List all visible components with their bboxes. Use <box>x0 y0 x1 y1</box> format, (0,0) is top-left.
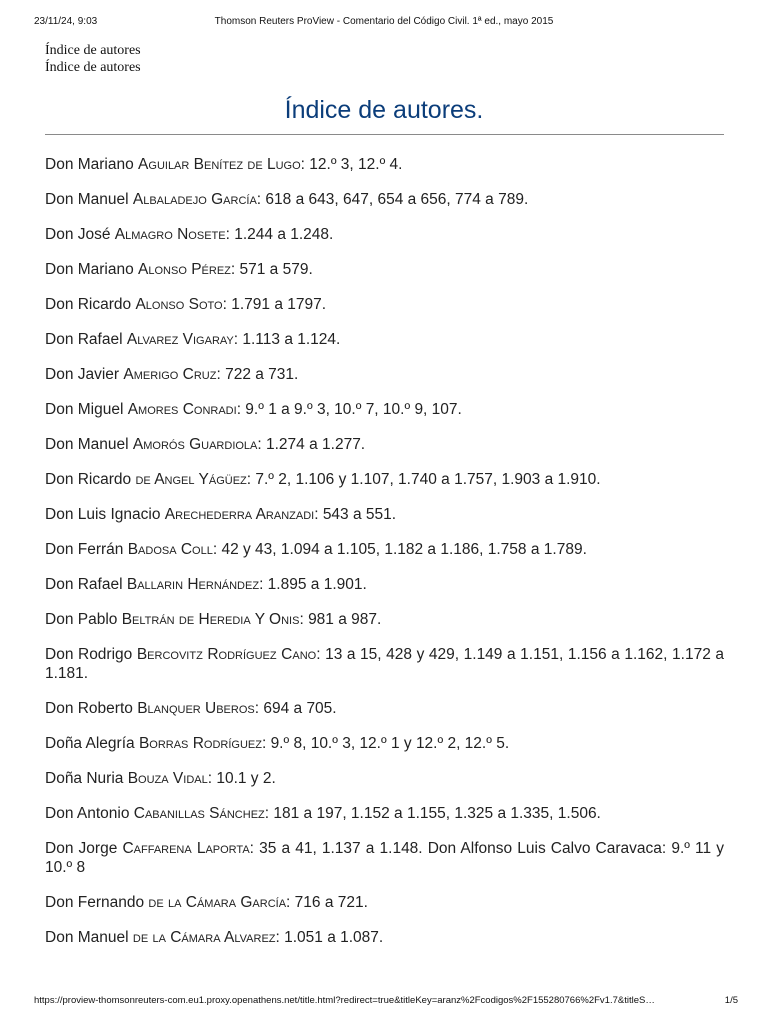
breadcrumb-item[interactable]: Índice de autores <box>45 60 141 75</box>
author-references: : 1.113 a 1.124. <box>233 331 341 348</box>
breadcrumb <box>45 42 141 76</box>
author-first-name: Don Manuel <box>45 929 133 946</box>
author-surname: Bercovitz Rodríguez Cano <box>136 646 317 663</box>
author-references: : 571 a 579. <box>230 261 313 278</box>
page-url: https://proview-thomsonreuters-com.eu1.proxy.openathens.net/title.html?redirect=true&titleKey=aranz%2Fcodigos%2F155280766%2Fv1.7&titleS… <box>34 995 655 1006</box>
breadcrumb-item[interactable]: Índice de autores <box>45 43 141 58</box>
author-entry <box>45 260 724 279</box>
author-references: : 1.051 a 1.087. <box>275 929 384 946</box>
author-first-name: Don Rodrigo <box>45 646 137 663</box>
print-footer <box>34 995 738 1006</box>
author-entry <box>45 435 724 454</box>
author-references: : 716 a 721. <box>286 894 368 911</box>
author-first-name: Don Miguel <box>45 401 128 418</box>
author-first-name: Don Mariano <box>45 156 139 173</box>
author-surname: Alonso Pérez <box>138 261 231 278</box>
author-surname: Almagro Nosete <box>114 226 226 243</box>
author-first-name: Doña Alegría <box>45 735 139 752</box>
author-entry <box>45 330 724 349</box>
author-references: : 543 a 551. <box>314 506 397 523</box>
page-number: 1/5 <box>724 995 738 1006</box>
author-references: : 1.791 a 1797. <box>222 296 327 313</box>
author-first-name: Don Fernando <box>45 894 149 911</box>
author-surname: Amorós Guardiola <box>132 436 258 453</box>
author-surname: de la Cámara Alvarez <box>132 929 276 946</box>
author-first-name: Don Luis Ignacio <box>45 506 165 523</box>
author-references: : 1.274 a 1.277. <box>257 436 366 453</box>
page-title: Índice de autores. <box>284 96 484 124</box>
author-first-name: Don Jorge <box>45 840 123 857</box>
author-surname: Amores Conradi <box>127 401 237 418</box>
author-first-name: Doña Nuria <box>45 770 128 787</box>
author-entry <box>45 155 724 174</box>
author-first-name: Don Ricardo <box>45 296 136 313</box>
author-first-name: Don Ricardo <box>45 471 136 488</box>
author-references: : 722 a 731. <box>216 366 299 383</box>
author-surname: Alonso Soto <box>135 296 223 313</box>
author-index-list <box>45 155 724 963</box>
author-references: : 12.º 3, 12.º 4. <box>300 156 403 173</box>
author-references: : 9.º 8, 10.º 3, 12.º 1 y 12.º 2, 12.º 5. <box>261 735 510 752</box>
author-entry <box>45 610 724 629</box>
author-surname: Aguilar Benítez de Lugo <box>138 156 301 173</box>
author-first-name: Don Manuel <box>45 191 133 208</box>
author-first-name: Don Rafael <box>45 576 127 593</box>
author-entry <box>45 699 724 718</box>
author-first-name: Don Antonio <box>45 805 134 822</box>
author-entry <box>45 190 724 209</box>
author-entry <box>45 839 724 877</box>
author-entry <box>45 575 724 594</box>
author-entry <box>45 928 724 947</box>
author-first-name: Don José <box>45 226 115 243</box>
author-entry <box>45 734 724 753</box>
author-first-name: Don Rafael <box>45 331 127 348</box>
author-surname: Amerigo Cruz <box>123 366 217 383</box>
author-first-name: Don Roberto <box>45 700 138 717</box>
author-entry <box>45 540 724 559</box>
author-surname: Badosa Coll <box>127 541 213 558</box>
author-references: : 181 a 197, 1.152 a 1.155, 1.325 a 1.335, 1.506. <box>264 805 601 822</box>
author-first-name: Don Pablo <box>45 611 122 628</box>
author-references: : 981 a 987. <box>299 611 382 628</box>
author-references: : 9.º 1 a 9.º 3, 10.º 7, 10.º 9, 107. <box>236 401 462 418</box>
author-entry <box>45 769 724 788</box>
author-first-name: Don Javier <box>45 366 124 383</box>
author-references: : 1.244 a 1.248. <box>225 226 334 243</box>
author-surname: Albaladejo García <box>132 191 257 208</box>
author-references: : 42 y 43, 1.094 a 1.105, 1.182 a 1.186, 1.758 a 1.789. <box>212 541 587 558</box>
author-first-name: Don Manuel <box>45 436 133 453</box>
author-surname: Borras Rodríguez <box>138 735 262 752</box>
author-entry <box>45 470 724 489</box>
author-entry <box>45 645 724 683</box>
author-surname: Alvarez Vigaray <box>126 331 234 348</box>
author-surname: Cabanillas Sánchez <box>133 805 265 822</box>
author-surname: Blanquer Uberos <box>137 700 255 717</box>
author-surname: Ballarin Hernández <box>126 576 260 593</box>
author-references: : 1.895 a 1.901. <box>259 576 367 593</box>
author-surname: Caffarena Laporta <box>122 840 250 857</box>
author-references: : 10.1 y 2. <box>207 770 276 787</box>
author-first-name: Don Ferrán <box>45 541 128 558</box>
author-surname: Beltrán de Heredia Y Onis <box>121 611 300 628</box>
print-title: Thomson Reuters ProView - Comentario del Código Civil. 1ª ed., mayo 2015 <box>214 16 554 27</box>
author-references: : 694 a 705. <box>254 700 337 717</box>
author-entry <box>45 505 724 524</box>
author-entry <box>45 804 724 823</box>
author-references: : 618 a 643, 647, 654 a 656, 774 a 789. <box>256 191 529 208</box>
author-entry <box>45 400 724 419</box>
author-surname: Arechederra Aranzadi <box>164 506 315 523</box>
author-first-name: Don Mariano <box>45 261 139 278</box>
author-references: : 35 a 41, 1.137 a 1.148. Don Alfonso Luis Calvo Caravaca: 9.º 11 y 10.º 8 <box>45 840 724 876</box>
author-entry <box>45 893 724 912</box>
author-entry <box>45 225 724 244</box>
author-references: : 13 a 15, 428 y 429, 1.149 a 1.151, 1.156 a 1.162, 1.172 a 1.181. <box>45 646 724 682</box>
author-references: : 7.º 2, 1.106 y 1.107, 1.740 a 1.757, 1.903 a 1.910. <box>246 471 601 488</box>
author-surname: Bouza Vidal <box>127 770 208 787</box>
author-surname: de la Cámara García <box>148 894 287 911</box>
author-surname: de Angel Yágüez <box>135 471 247 488</box>
print-date: 23/11/24, 9:03 <box>34 16 98 27</box>
author-entry <box>45 295 724 314</box>
author-entry <box>45 365 724 384</box>
title-divider <box>45 134 724 135</box>
